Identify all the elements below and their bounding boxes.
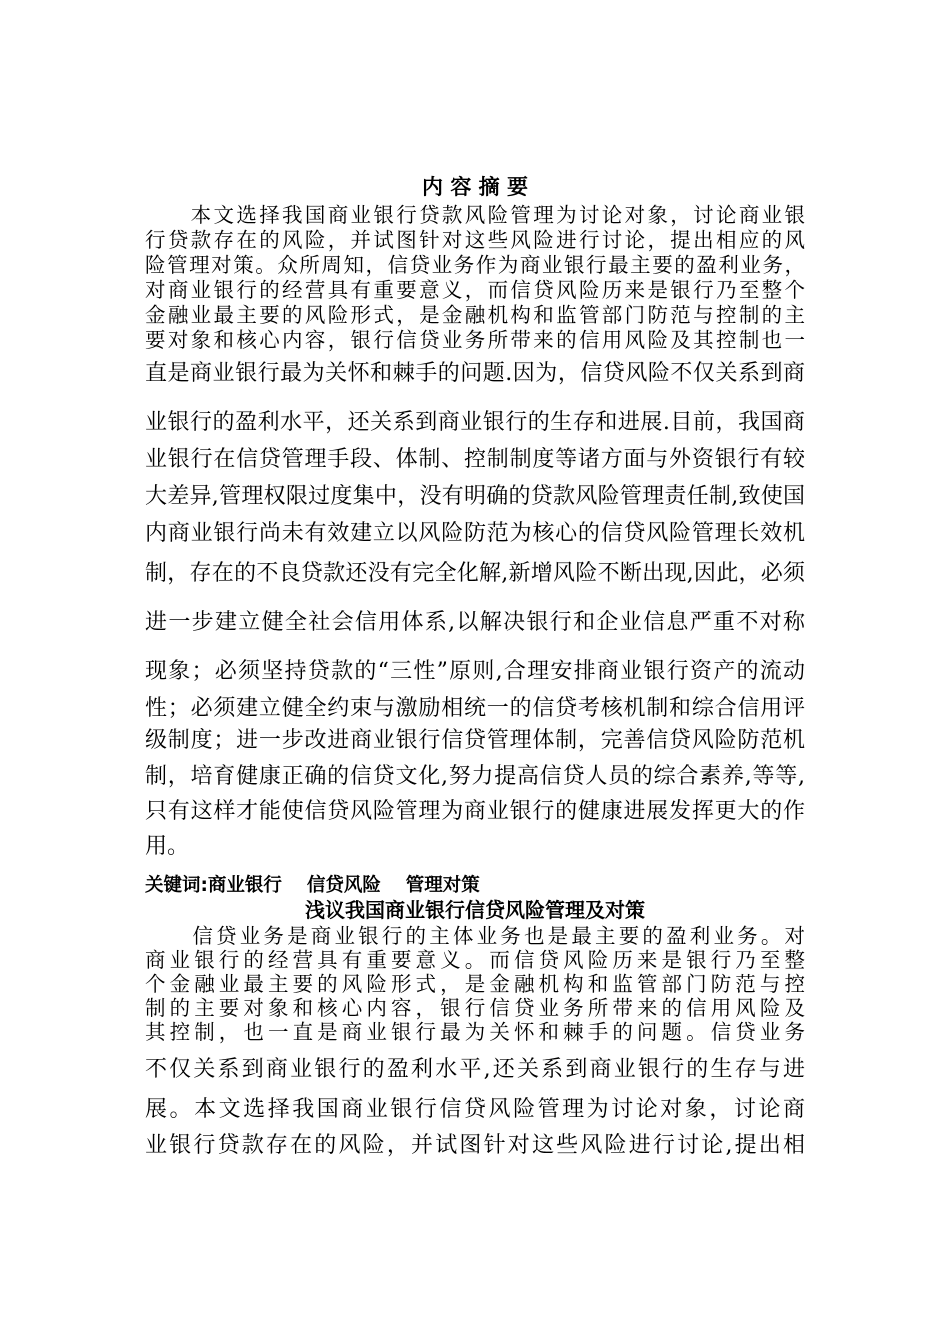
abstract-line: 大差异,管理权限过度集中，没有明确的贷款风险管理责任制,致使国 [145,484,805,509]
body-line: 展。本文选择我国商业银行信贷风险管理为讨论对象，讨论商 [145,1097,805,1122]
abstract-line: 本文选择我国商业银行贷款风险管理为讨论对象，讨论商业银 [145,203,805,227]
abstract-heading: 内 容 摘 要 [422,175,528,199]
abstract-line: 要对象和核心内容，银行信贷业务所带来的信用风险及其控制也一 [145,328,805,352]
body-line: 商业银行的经营具有重要意义。而信贷风险历来是银行乃至整 [145,948,805,972]
abstract-line: 行贷款存在的风险，并试图针对这些风险进行讨论，提出相应的风 [145,228,805,252]
abstract-line: 只有这样才能使信贷风险管理为商业银行的健康进展发挥更大的作 [145,799,805,824]
abstract-line: 直是商业银行最为关怀和棘手的问题.因为，信贷风险不仅关系到商 [145,361,805,386]
abstract-line: 性；必须建立健全约束与激励相统一的信贷考核机制和综合信用评 [145,696,805,721]
body-line: 不仅关系到商业银行的盈利水平,还关系到商业银行的生存与进 [145,1057,805,1082]
abstract-line: 业银行的盈利水平，还关系到商业银行的生存和进展.目前，我国商 [145,410,805,435]
abstract-line: 险管理对策。众所周知，信贷业务作为商业银行最主要的盈利业务， [145,253,805,277]
body-line: 个金融业最主要的风险形式，是金融机构和监管部门防范与控 [145,972,805,996]
article-title: 浅议我国商业银行信贷风险管理及对策 [305,898,645,922]
abstract-line: 制，培育健康正确的信贷文化,努力提高信贷人员的综合素养,等等, [145,764,805,789]
body-line: 业银行贷款存在的风险，并试图针对这些风险进行讨论,提出相 [145,1133,805,1158]
abstract-line: 进一步建立健全社会信用体系,以解决银行和企业信息严重不对称 [145,610,805,635]
abstract-line: 现象；必须坚持贷款的“三性”原则,合理安排商业银行资产的流动 [145,659,805,684]
body-line: 制的主要对象和核心内容，银行信贷业务所带来的信用风险及 [145,996,805,1020]
body-line: 其控制，也一直是商业银行最为关怀和棘手的问题。信贷业务 [145,1020,805,1044]
abstract-line: 业银行在信贷管理手段、体制、控制制度等诸方面与外资银行有较 [145,447,805,472]
abstract-line: 级制度；进一步改进商业银行信贷管理体制，完善信贷风险防范机 [145,728,805,753]
abstract-line: 内商业银行尚未有效建立以风险防范为核心的信贷风险管理长效机 [145,521,805,546]
abstract-line: 对商业银行的经营具有重要意义，而信贷风险历来是银行乃至整个 [145,278,805,302]
abstract-line: 金融业最主要的风险形式，是金融机构和监管部门防范与控制的主 [145,303,805,327]
body-line: 信贷业务是商业银行的主体业务也是最主要的盈利业务。对 [145,924,805,948]
keywords: 关键词:商业银行 信贷风险 管理对策 [145,875,480,896]
abstract-line: 用。 [145,834,190,859]
abstract-line: 制，存在的不良贷款还没有完全化解,新增风险不断出现,因此，必须 [145,561,805,586]
